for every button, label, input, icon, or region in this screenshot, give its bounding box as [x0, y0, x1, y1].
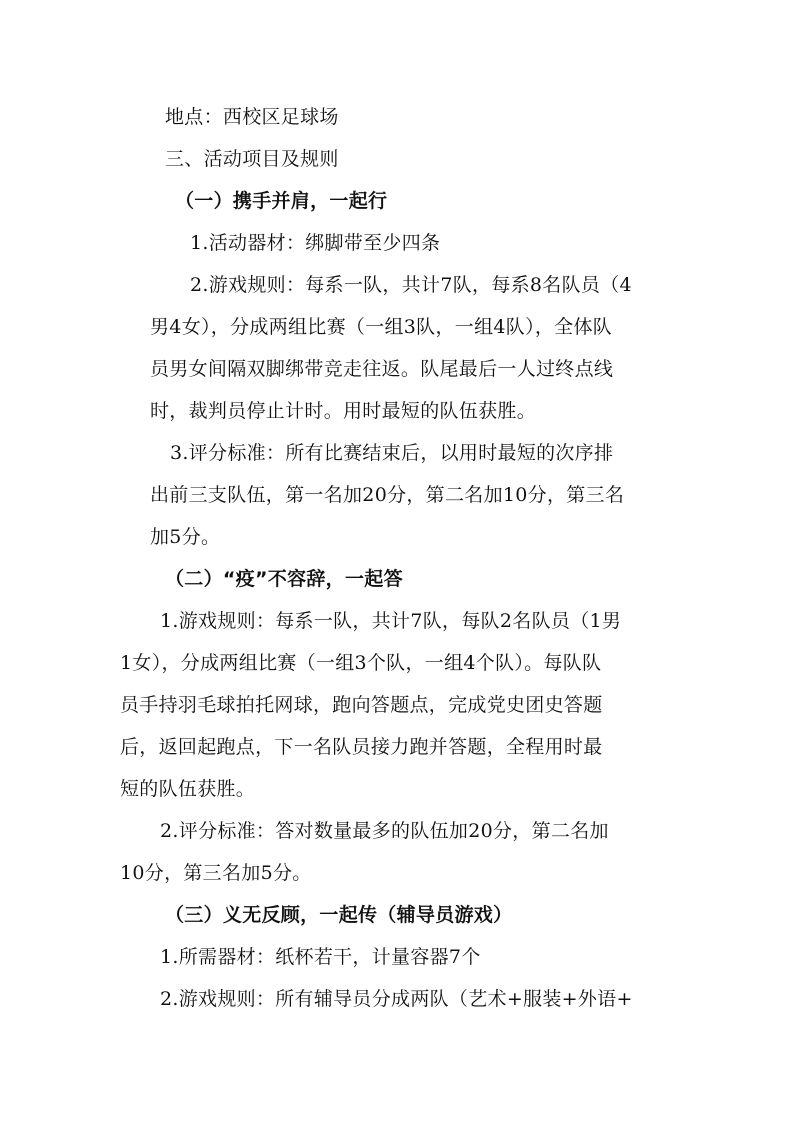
part3-title: （三）义无反顾，一起传（辅导员游戏） — [165, 904, 513, 926]
part2-rules-line: 1.游戏规则：每系一队，共计7队，每队2名队员（1男 — [160, 610, 622, 632]
section3-title: 三、活动项目及规则 — [165, 148, 339, 170]
part1-rules-line: 2.游戏规则：每系一队，共计7队，每系8名队员（4 — [190, 274, 632, 296]
part2-rules-line: 1女），分成两组比赛（一组3个队，一组4个队）。每队队 — [120, 652, 602, 674]
part1-equipment: 1.活动器材：绑脚带至少四条 — [190, 232, 441, 254]
part1-scoring-line: 3.评分标准：所有比赛结束后，以用时最短的次序排 — [170, 442, 614, 464]
part3-rules-line: 2.游戏规则：所有辅导员分成两队（艺术+服装+外语+ — [160, 988, 633, 1010]
part1-rules-line: 员男女间隔双脚绑带竞走往返。队尾最后一人过终点线 — [150, 358, 614, 380]
part2-rules-line: 短的队伍获胜。 — [120, 778, 256, 800]
part1-title: （一）携手并肩，一起行 — [175, 190, 388, 212]
part1-rules-line: 时，裁判员停止计时。用时最短的队伍获胜。 — [150, 400, 537, 422]
part2-rules-line: 员手持羽毛球拍托网球，跑向答题点，完成党史团史答题 — [120, 694, 603, 716]
part2-scoring-line: 10分，第三名加5分。 — [120, 862, 312, 884]
part2-rules-line: 后，返回起跑点，下一名队员接力跑并答题，全程用时最 — [120, 736, 603, 758]
part2-title: （二）“疫”不容辞，一起答 — [165, 568, 403, 590]
location-line: 地点：西校区足球场 — [165, 106, 339, 128]
part1-scoring-line: 出前三支队伍，第一名加20分，第二名加10分，第三名 — [150, 484, 625, 506]
part2-scoring-line: 2.评分标准：答对数量最多的队伍加20分，第二名加 — [160, 820, 609, 842]
part3-equipment: 1.所需器材：纸杯若干，计量容器7个 — [160, 946, 481, 968]
part1-scoring-line: 加5分。 — [150, 526, 221, 548]
part1-rules-line: 男4女），分成两组比赛（一组3队，一组4队），全体队 — [150, 316, 613, 338]
